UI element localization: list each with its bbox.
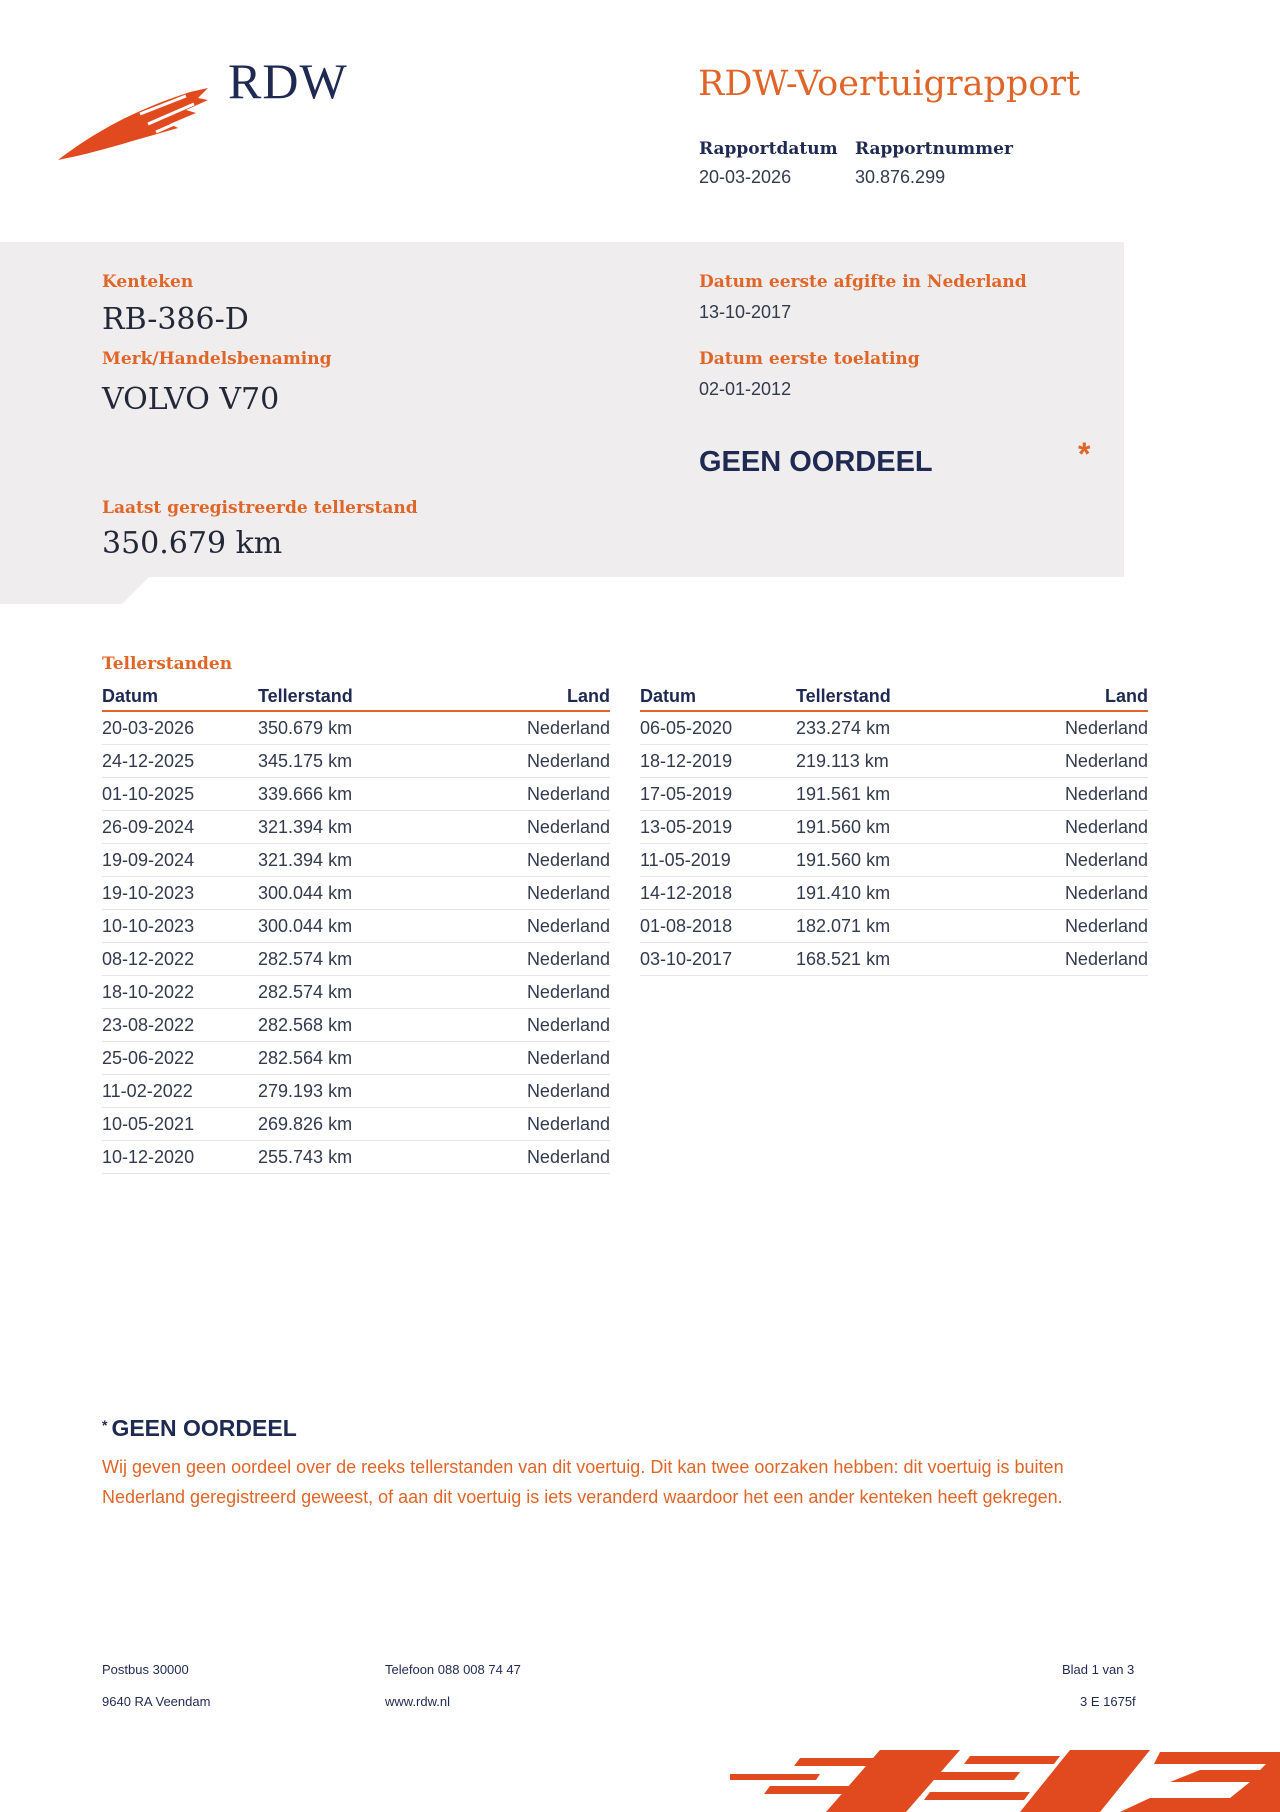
report-date-label: Rapportdatum xyxy=(699,139,838,159)
cell-country: Nederland xyxy=(438,877,610,910)
table-row xyxy=(640,910,1148,943)
cell-odometer: 339.666 km xyxy=(258,778,438,811)
footnote-title xyxy=(102,1415,297,1442)
cell-date: 19-10-2023 xyxy=(102,877,258,910)
cell-country: Nederland xyxy=(438,1042,610,1075)
cell-country: Nederland xyxy=(438,943,610,976)
table-row xyxy=(102,1108,610,1141)
last-odometer-value: 350.679 km xyxy=(102,526,283,561)
cell-date: 01-08-2018 xyxy=(640,910,796,943)
column-header-date: Datum xyxy=(640,682,796,711)
rdw-stripes-icon xyxy=(730,1742,1280,1812)
table-row xyxy=(640,943,1148,976)
cell-date: 19-09-2024 xyxy=(102,844,258,877)
cell-country: Nederland xyxy=(438,711,610,745)
cell-odometer: 191.410 km xyxy=(796,877,976,910)
cell-country: Nederland xyxy=(976,877,1148,910)
cell-date: 18-12-2019 xyxy=(640,745,796,778)
cell-date: 11-02-2022 xyxy=(102,1075,258,1108)
footer-website-link[interactable]: www.rdw.nl xyxy=(385,1694,451,1709)
footer-page-number: Blad 1 van 3 xyxy=(1062,1662,1135,1677)
report-title: RDW-Voertuigrapport xyxy=(698,64,1081,104)
table-row xyxy=(640,844,1148,877)
table-row xyxy=(640,778,1148,811)
table-row xyxy=(102,943,610,976)
cell-date: 25-06-2022 xyxy=(102,1042,258,1075)
cell-odometer: 282.574 km xyxy=(258,943,438,976)
column-header-date: Datum xyxy=(102,682,258,711)
cell-odometer: 191.560 km xyxy=(796,844,976,877)
column-header-country: Land xyxy=(438,682,610,711)
cell-country: Nederland xyxy=(976,910,1148,943)
footer-postbus: Postbus 30000 xyxy=(102,1662,189,1677)
table-row xyxy=(102,976,610,1009)
table-row xyxy=(102,844,610,877)
table-row xyxy=(640,745,1148,778)
cell-date: 01-10-2025 xyxy=(102,778,258,811)
cell-country: Nederland xyxy=(438,1141,610,1174)
report-date: 20-03-2026 xyxy=(699,167,792,187)
cell-country: Nederland xyxy=(438,1009,610,1042)
cell-odometer: 321.394 km xyxy=(258,811,438,844)
table-row xyxy=(102,745,610,778)
table-row xyxy=(102,1075,610,1108)
cell-odometer: 345.175 km xyxy=(258,745,438,778)
cell-odometer: 282.574 km xyxy=(258,976,438,1009)
cell-date: 17-05-2019 xyxy=(640,778,796,811)
table-row xyxy=(102,1009,610,1042)
cell-odometer: 300.044 km xyxy=(258,877,438,910)
verdict-text: GEEN OORDEEL xyxy=(699,446,933,478)
cell-country: Nederland xyxy=(438,976,610,1009)
cell-country: Nederland xyxy=(438,1075,610,1108)
cell-country: Nederland xyxy=(438,1108,610,1141)
cell-country: Nederland xyxy=(438,811,610,844)
cell-country: Nederland xyxy=(976,711,1148,745)
table-row xyxy=(102,910,610,943)
readings-table-right xyxy=(640,682,1148,976)
column-header-odometer: Tellerstand xyxy=(796,682,976,711)
cell-odometer: 219.113 km xyxy=(796,745,976,778)
cell-date: 18-10-2022 xyxy=(102,976,258,1009)
plate-label: Kenteken xyxy=(102,272,194,292)
last-odometer-label: Laatst geregistreerde tellerstand xyxy=(102,498,418,518)
cell-date: 10-12-2020 xyxy=(102,1141,258,1174)
verdict-footnote-marker: * xyxy=(1078,436,1091,472)
footer-city: 9640 RA Veendam xyxy=(102,1694,211,1709)
cell-country: Nederland xyxy=(976,778,1148,811)
logo-text: RDW xyxy=(228,53,348,109)
first-registration-nl-date: 13-10-2017 xyxy=(699,302,792,322)
table-row xyxy=(102,1141,610,1174)
make-label: Merk/Handelsbenaming xyxy=(102,349,332,369)
footnote-star: * xyxy=(102,1417,108,1433)
cell-country: Nederland xyxy=(976,844,1148,877)
cell-odometer: 279.193 km xyxy=(258,1075,438,1108)
panel-tab-decoration xyxy=(0,576,150,604)
cell-date: 24-12-2025 xyxy=(102,745,258,778)
cell-country: Nederland xyxy=(438,844,610,877)
cell-country: Nederland xyxy=(976,745,1148,778)
cell-country: Nederland xyxy=(438,778,610,811)
readings-section-title: Tellerstanden xyxy=(102,654,233,674)
cell-odometer: 191.561 km xyxy=(796,778,976,811)
column-header-odometer: Tellerstand xyxy=(258,682,438,711)
plate-number: RB-386-D xyxy=(102,302,249,337)
cell-country: Nederland xyxy=(976,943,1148,976)
footnote-title-text: GEEN OORDEEL xyxy=(111,1415,297,1441)
first-admission-date: 02-01-2012 xyxy=(699,379,792,399)
readings-table-left xyxy=(102,682,610,1174)
footer-document-code: 3 E 1675f xyxy=(1080,1694,1136,1709)
footnote-text: Wij geven geen oordeel over de reeks tellerstanden van dit voertuig. Dit kan twee oorzaken hebben: dit voertuig is buiten Nederland geregistreerd geweest, of aan dit voertuig is iets veranderd waardoor het een ander kenteken heeft gekregen. xyxy=(102,1457,1064,1507)
cell-odometer: 350.679 km xyxy=(258,711,438,745)
cell-odometer: 168.521 km xyxy=(796,943,976,976)
cell-country: Nederland xyxy=(976,811,1148,844)
first-admission-label: Datum eerste toelating xyxy=(699,349,920,369)
cell-odometer: 255.743 km xyxy=(258,1141,438,1174)
rdw-wing-logo-icon xyxy=(58,82,208,164)
table-header-row xyxy=(102,682,610,711)
cell-odometer: 321.394 km xyxy=(258,844,438,877)
cell-date: 13-05-2019 xyxy=(640,811,796,844)
cell-date: 26-09-2024 xyxy=(102,811,258,844)
table-row xyxy=(640,877,1148,910)
cell-country: Nederland xyxy=(438,910,610,943)
cell-date: 10-05-2021 xyxy=(102,1108,258,1141)
cell-odometer: 233.274 km xyxy=(796,711,976,745)
table-row xyxy=(102,711,610,745)
table-header-row xyxy=(640,682,1148,711)
cell-odometer: 282.564 km xyxy=(258,1042,438,1075)
report-number-label: Rapportnummer xyxy=(855,139,1013,159)
cell-odometer: 282.568 km xyxy=(258,1009,438,1042)
cell-date: 14-12-2018 xyxy=(640,877,796,910)
cell-odometer: 191.560 km xyxy=(796,811,976,844)
table-row xyxy=(640,711,1148,745)
table-row xyxy=(102,778,610,811)
cell-date: 08-12-2022 xyxy=(102,943,258,976)
table-row xyxy=(102,877,610,910)
cell-odometer: 300.044 km xyxy=(258,910,438,943)
column-header-country: Land xyxy=(976,682,1148,711)
cell-date: 03-10-2017 xyxy=(640,943,796,976)
cell-odometer: 182.071 km xyxy=(796,910,976,943)
make-value: VOLVO V70 xyxy=(102,382,280,417)
report-number: 30.876.299 xyxy=(855,167,946,187)
cell-date: 06-05-2020 xyxy=(640,711,796,745)
cell-date: 11-05-2019 xyxy=(640,844,796,877)
table-row xyxy=(102,1042,610,1075)
first-registration-nl-label: Datum eerste afgifte in Nederland xyxy=(699,272,1027,292)
table-row xyxy=(640,811,1148,844)
cell-date: 23-08-2022 xyxy=(102,1009,258,1042)
cell-date: 20-03-2026 xyxy=(102,711,258,745)
cell-date: 10-10-2023 xyxy=(102,910,258,943)
cell-country: Nederland xyxy=(438,745,610,778)
table-row xyxy=(102,811,610,844)
footer-phone: Telefoon 088 008 74 47 xyxy=(385,1662,521,1677)
cell-odometer: 269.826 km xyxy=(258,1108,438,1141)
